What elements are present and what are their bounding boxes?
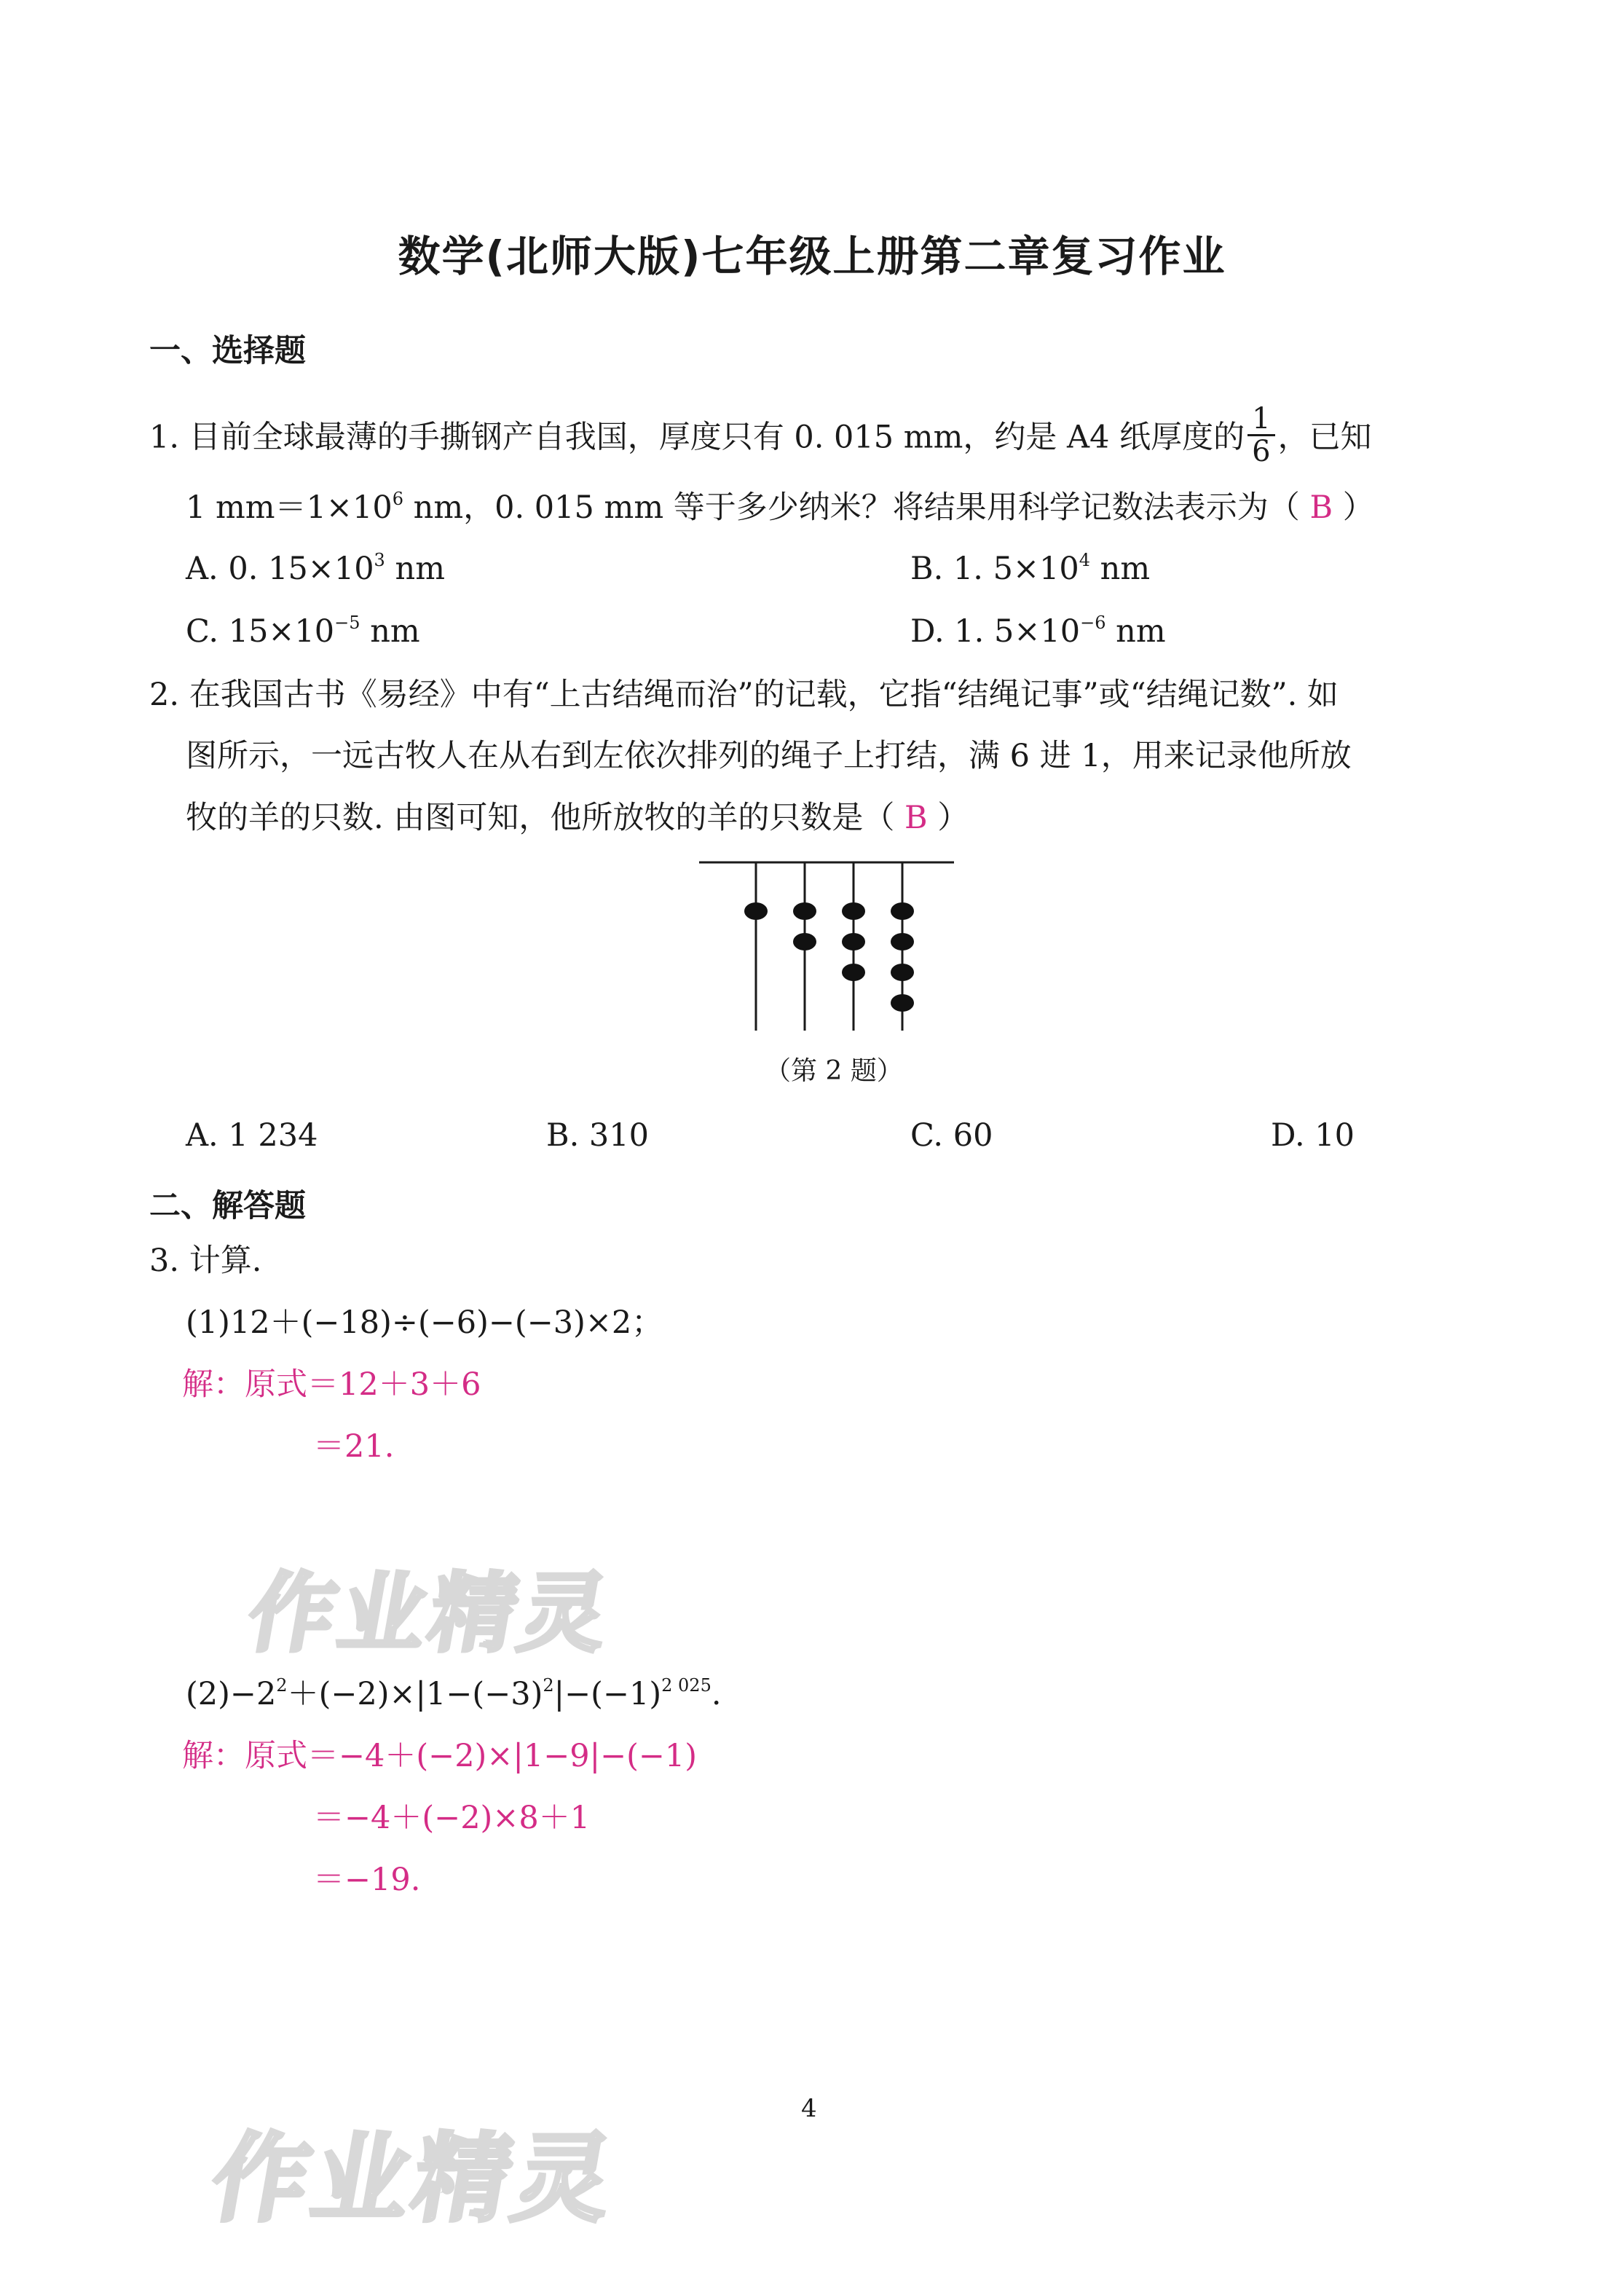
q2-line3 [186, 800, 969, 836]
q2-line2: 图所示，一远古牧人在从右到左依次排列的绳子上打结，满 6 进 1，用来记录他所放 [186, 738, 1352, 774]
option-unit: nm [360, 613, 420, 650]
q2-line3-text: 牧的羊的只数. 由图可知，他所放牧的羊的只数是（ [186, 800, 905, 836]
q3-part1-solution-line2: ＝21. [313, 1428, 395, 1465]
q3-part2-exp1: 2 [276, 1675, 288, 1696]
q3-label: 3. 计算. [149, 1243, 262, 1279]
watermark-logo: 作业精灵 [241, 1563, 620, 1664]
q3-part2-text-d: . [711, 1676, 722, 1712]
page-number: 4 [801, 2094, 817, 2123]
q3-part1-solution-line1: 解：原式＝12＋3＋6 [182, 1366, 481, 1403]
q3-part2-text-b: ＋(−2)×|1−(−3) [287, 1676, 543, 1712]
q1-line1-tail: ，已知 [1277, 419, 1372, 456]
option-text: A. 0. 15×10 [186, 551, 374, 587]
q1-close-paren: ） [1333, 489, 1374, 526]
q3-part1: (1)12＋(−18)÷(−6)−(−3)×2； [186, 1304, 663, 1341]
section-heading-choice: 一、选择题 [149, 333, 306, 369]
q2-option-c: C. 60 [910, 1117, 993, 1154]
q1-option-b [910, 550, 1151, 587]
q2-close-paren: ） [927, 800, 969, 836]
option-unit: nm [1105, 613, 1166, 650]
section-heading-solve: 二、解答题 [149, 1188, 306, 1224]
option-unit: nm [385, 551, 445, 587]
q2-option-b: B. 310 [546, 1117, 650, 1154]
q1-option-d [910, 613, 1166, 650]
q2-answer: B [904, 800, 928, 836]
q3-part2 [186, 1675, 722, 1712]
q1-option-a [186, 550, 445, 587]
rope-knot [891, 964, 914, 981]
fraction-denominator: 6 [1252, 435, 1271, 468]
q1-line1 [149, 402, 1372, 471]
rope-knot [842, 933, 865, 950]
rope-knot [891, 994, 914, 1012]
q3-part2-text-c: |−(−1) [553, 1676, 662, 1712]
q1-option-c [186, 613, 420, 650]
figure-caption: （第 2 题） [765, 1056, 903, 1086]
rope-knot [891, 933, 914, 950]
q1-line2-rest: nm，0. 015 mm 等于多少纳米？将结果用科学记数法表示为（ [403, 489, 1310, 526]
q2-option-a: A. 1 234 [186, 1117, 318, 1154]
q3-part2-text-a: (2)−2 [186, 1676, 277, 1712]
q3-part2-solution-line2: ＝−4＋(−2)×8＋1 [313, 1800, 591, 1836]
rope-knot [793, 933, 816, 950]
option-text: B. 1. 5×10 [910, 551, 1079, 587]
q1-line2 [186, 489, 1374, 526]
option-text: D. 1. 5×10 [910, 613, 1081, 650]
q3-part2-solution-line3: ＝−19. [313, 1862, 421, 1898]
knotted-rope-figure [692, 856, 969, 1038]
q1-answer: B [1309, 489, 1333, 526]
rope-knot [842, 902, 865, 920]
option-text: C. 15×10 [186, 613, 335, 650]
q1-line2-text: 1 mm＝1×10 [186, 489, 393, 526]
fraction-numerator: 1 [1247, 404, 1274, 436]
rope-knot [891, 902, 914, 920]
q3-part2-exp2: 2 [543, 1675, 554, 1696]
option-exponent: 4 [1079, 550, 1091, 570]
option-unit: nm [1090, 551, 1151, 587]
q2-line1: 2. 在我国古书《易经》中有“上古结绳而治”的记载，它指“结绳记事”或“结绳记数”. 如 [149, 677, 1339, 713]
q3-part2-exp3: 2 025 [661, 1675, 712, 1696]
watermark-logo-bottom: 作业精灵 [203, 2123, 626, 2235]
option-exponent: −6 [1080, 613, 1106, 633]
option-exponent: −5 [334, 613, 360, 633]
option-exponent: 3 [374, 550, 385, 570]
q2-option-d: D. 10 [1271, 1117, 1355, 1154]
fraction-one-sixth [1247, 404, 1274, 467]
page-title: 数学(北师大版)七年级上册第二章复习作业 [398, 232, 1226, 281]
rope-knot [793, 902, 816, 920]
rope-knot [842, 964, 865, 981]
q1-line2-exponent: 6 [392, 489, 403, 509]
rope-knot [744, 902, 768, 920]
q1-line1-text: 1. 目前全球最薄的手撕钢产自我国，厚度只有 0. 015 mm，约是 A4 纸厚度的 [149, 419, 1245, 456]
q3-part2-solution-line1: 解：原式＝−4＋(−2)×|1−9|−(−1) [182, 1738, 698, 1774]
